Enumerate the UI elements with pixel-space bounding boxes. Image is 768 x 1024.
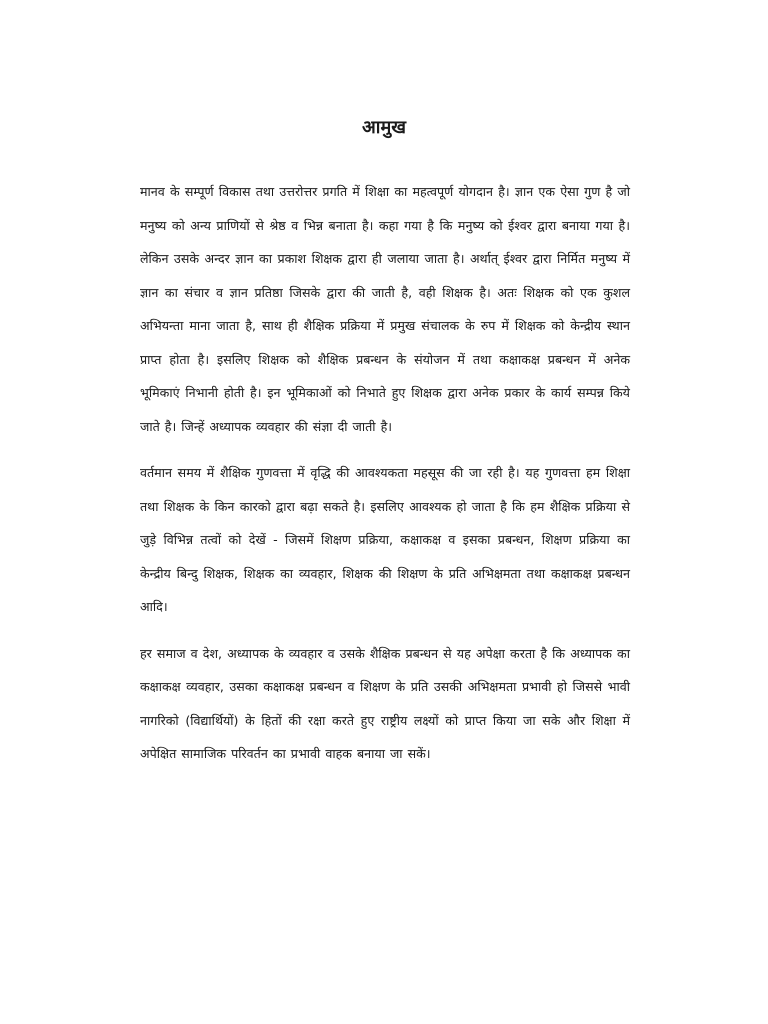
document-body <box>140 175 630 784</box>
paragraph-1: मानव के सम्पूर्ण विकास तथा उत्तरोत्तर प्रगति में शिक्षा का महत्वपूर्ण योगदान है। ज्ञान एक ऐसा गुण है जो मनुष्य को अन्य प्राणियों से श्रेष्ठ व भिन्न बनाता है। कहा गया है कि मनुष्य को ईश्वर द्वारा बनाया गया है। लेकिन उसके अन्दर ज्ञान का प्रकाश शिक्षक द्वारा ही जलाया जाता है। अर्थात् ईश्वर द्वारा निर्मित मनुष्य में ज्ञान का संचार व ज्ञान प्रतिष्ठा जिसके द्वारा की जाती है, वही शिक्षक है। अतः शिक्षक को एक कुशल अभियन्ता माना जाता है, साथ ही शैक्षिक प्रक्रिया में प्रमुख संचालक के रुप में शिक्षक को केन्द्रीय स्थान प्राप्त होता है। इसलिए शिक्षक को शैक्षिक प्रबन्धन के संयोजन में तथा कक्षाकक्ष प्रबन्धन में अनेक भूमिकाएं निभानी होती है। इन भूमिकाओं को निभाते हुए शिक्षक द्वारा अनेक प्रकार के कार्य सम्पन्न किये जाते है। जिन्हें अध्यापक व्यवहार की संज्ञा दी जाती है। <box>140 184 630 434</box>
paragraph-2: वर्तमान समय में शैक्षिक गुणवत्ता में वृद्धि की आवश्यकता महसूस की जा रही है। यह गुणवत्ता हम शिक्षा तथा शिक्षक के किन कारको द्वारा बढ़ा सकते है। इसलिए आवश्यक हो जाता है कि हम शैक्षिक प्रक्रिया से जुड़े विभिन्न तत्वों को देखें - जिसमें शिक्षण प्रक्रिया, कक्षाकक्ष व इसका प्रबन्धन, शिक्षण प्रक्रिया का केन्द्रीय बिन्दु शिक्षक, शिक्षक का व्यवहार, शिक्षक की शिक्षण के प्रति अभिक्षमता तथा कक्षाकक्ष प्रबन्धन आदि। <box>140 465 630 614</box>
paragraph-3: हर समाज व देश, अध्यापक के व्यवहार व उसके शैक्षिक प्रबन्धन से यह अपेक्षा करता है कि अध्यापक का कक्षाकक्ष व्यवहार, उसका कक्षाकक्ष प्रबन्धन व शिक्षण के प्रति उसकी अभिक्षमता प्रभावी हो जिससे भावी नागरिको (विद्यार्थियों) के हितों की रक्षा करते हुए राष्ट्रीय लक्ष्यों को प्राप्त किया जा सके और शिक्षा में अपेक्षित सामाजिक परिवर्तन का प्रभावी वाहक बनाया जा सकें। <box>140 645 630 761</box>
page-title: आमुख <box>362 117 406 138</box>
